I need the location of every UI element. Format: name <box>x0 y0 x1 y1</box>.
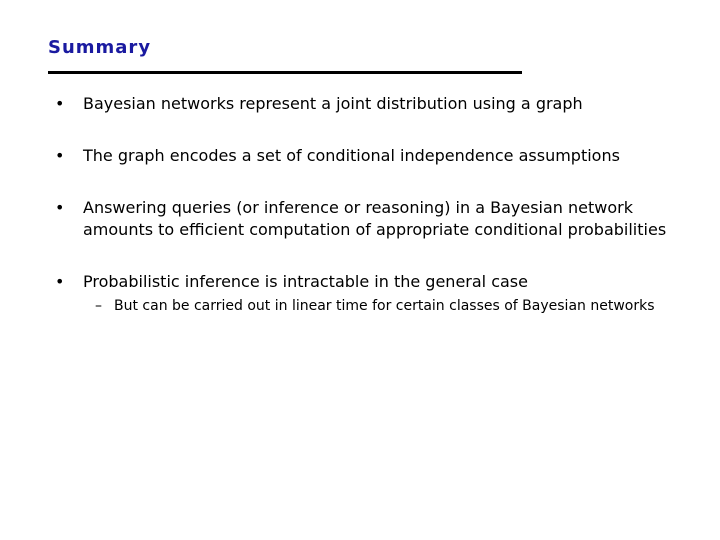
bullet-item <box>55 197 675 241</box>
bullet-item <box>55 271 675 316</box>
sub-bullet-item <box>83 297 675 316</box>
bullet-text: Answering queries (or inference or reasoning) in a Bayesian network amounts to efficient computation of appropriate conditional probabilities <box>83 198 667 239</box>
sub-bullet-text: But can be carried out in linear time for certain classes of Bayesian networks <box>114 298 655 314</box>
bullet-item <box>55 93 675 115</box>
bullet-marker: • <box>55 146 65 165</box>
bullet-marker: • <box>55 272 65 291</box>
slide-title: Summary <box>48 37 152 58</box>
bullet-text: Probabilistic inference is intractable in the general case <box>83 272 528 291</box>
bullet-list <box>55 93 675 316</box>
dash-marker: – <box>95 298 102 314</box>
bullet-text: Bayesian networks represent a joint distribution using a graph <box>83 94 583 113</box>
bullet-marker: • <box>55 94 65 113</box>
bullet-marker: • <box>55 198 65 217</box>
bullet-text: The graph encodes a set of conditional independence assumptions <box>83 146 620 165</box>
title-underline <box>48 71 522 74</box>
bullet-item <box>55 145 675 167</box>
